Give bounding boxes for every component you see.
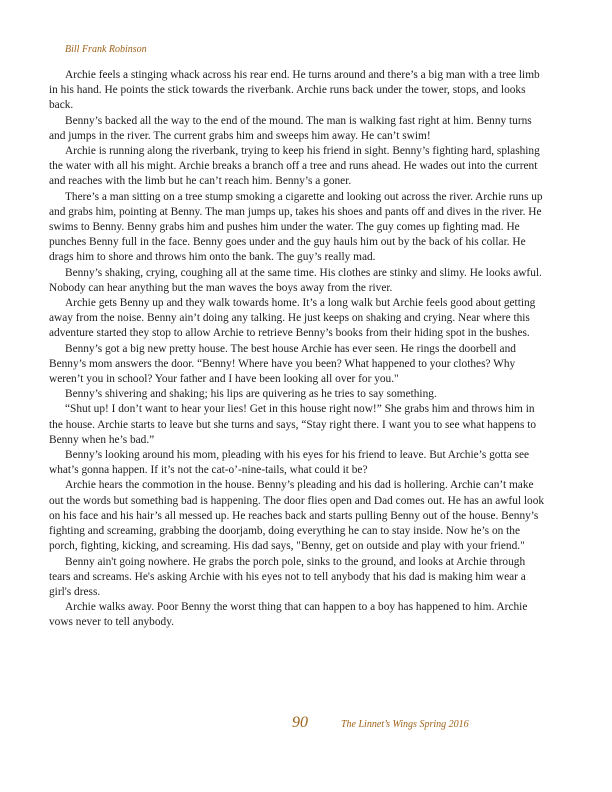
publication-title: The Linnet’s Wings Spring 2016 <box>341 719 469 730</box>
body-paragraph: Archie feels a stinging whack across his rear end. He turns around and there’s a big man with a tree limb in his hand. He points the stick towards the riverbank. Archie runs back under the tower, stops, and looks back. <box>49 69 540 112</box>
body-paragraph: There’s a man sitting on a tree stump smoking a cigarette and looking out across the river. Archie runs up and grabs him, pointing at Benny. The man jumps up, takes his shoes and pants off and dives in the river. He swims to Benny. Benny grabs him and pushes him under the water. The guy comes up fighting mad. He punches Benny full in the face. Benny goes under and the guy hauls him out by the back of his collar. He drags him to shore and throws him onto the bank. The guy’s really mad. <box>49 190 543 264</box>
running-head-author: Bill Frank Robinson <box>65 44 147 55</box>
page-number: 90 <box>292 714 308 731</box>
body-paragraph: Benny’s backed all the way to the end of the mound. The man is walking fast right at him. Benny turns and jumps in the river. The current grabs him and sweeps him away. He can’t swim! <box>49 114 532 142</box>
body-paragraph: Benny ain't going nowhere. He grabs the porch pole, sinks to the ground, and looks at Archie through tears and screams. He's asking Archie with his eyes not to tell anybody that his dad is making him wear a girl's dress. <box>49 555 526 598</box>
body-paragraph: Benny’s looking around his mom, pleading with his eyes for his friend to leave. But Archie’s gotta see what’s gonna happen. If it’s not the cat-o’-nine-tails, what could it be? <box>49 449 530 477</box>
body-paragraph: Archie walks away. Poor Benny the worst thing that can happen to a boy has happened to him. Archie vows never to tell anybody. <box>49 601 528 629</box>
body-paragraph: Benny’s shivering and shaking; his lips are quivering as he tries to say something. <box>65 388 437 401</box>
body-paragraph: Benny’s got a big new pretty house. The best house Archie has ever seen. He rings the doorbell and Benny’s mom answers the door. “Benny! Where have you been? What happened to your clothes? Why weren’t you in school? Your father and I have been looking all over for you." <box>49 342 516 386</box>
body-paragraph: “Shut up! I don’t want to hear your lies! Get in this house right now!” She grabs him and throws him in the house. Archie starts to leave but she turns and says, “Stay right there. I want you to see what happens to Benny when he’s bad.” <box>49 403 537 446</box>
body-paragraph: Benny’s shaking, crying, coughing all at the same time. His clothes are stinky and slimy. He looks awful. Nobody can hear anything but the man waves the boys away from the river. <box>49 266 542 294</box>
body-paragraph: Archie hears the commotion in the house. Benny’s pleading and his dad is hollering. Archie can’t make out the words but something bad is happening. The door flies open and Dad comes out. He has an awful look on his face and his hair’s all messed up. He reaches back and starts pulling Benny out of the house. Benny’s fighting and screaming, grabbing the doorjamb, doing everything he can to stay inside. Now he’s on the porch, fighting, kicking, and screaming. His dad says, "Benny, get on outside and play with your friend." <box>49 479 545 553</box>
article-body <box>49 68 545 631</box>
body-paragraph: Archie gets Benny up and they walk towards home. It’s a long walk but Archie feels good about getting away from the noise. Benny ain’t doing any talking. He just keeps on shaking and crying. Near where this adventure started they stop to allow Archie to retrieve Benny’s books from their hiding spot in the bushes. <box>49 297 536 340</box>
body-paragraph: Archie is running along the riverbank, trying to keep his friend in sight. Benny’s fighting hard, splashing the water with all his might. Archie breaks a branch off a tree and runs ahead. He wades out into the current and reaches with the limb but he can’t reach him. Benny’s a goner. <box>49 145 540 188</box>
